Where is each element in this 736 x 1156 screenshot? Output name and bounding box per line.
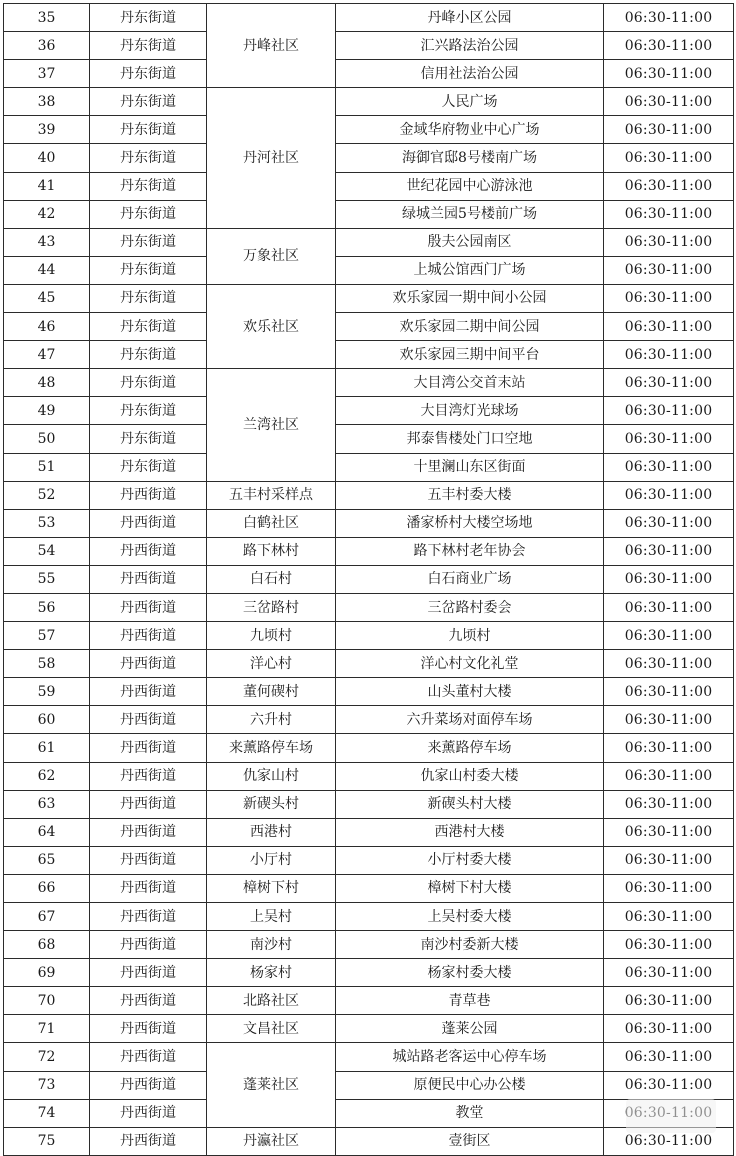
site-cell: 欢乐家园三期中间平台: [336, 341, 604, 369]
table-row: [4, 341, 734, 369]
table-row: [4, 593, 734, 621]
street-cell: 丹西街道: [90, 650, 207, 678]
time-cell: 06:30-11:00: [604, 846, 734, 874]
community-cell: 丹瀛社区: [207, 1127, 336, 1155]
community-cell: 丹峰社区: [207, 4, 336, 88]
row-number-cell: 68: [4, 931, 90, 959]
community-cell: 白石村: [207, 565, 336, 593]
community-cell: 上吴村: [207, 903, 336, 931]
street-cell: 丹西街道: [90, 593, 207, 621]
time-cell: 06:30-11:00: [604, 706, 734, 734]
time-cell: 06:30-11:00: [604, 931, 734, 959]
street-cell: 丹东街道: [90, 172, 207, 200]
time-cell: 06:30-11:00: [604, 4, 734, 32]
time-cell: 06:30-11:00: [604, 200, 734, 228]
time-cell: 06:30-11:00: [604, 734, 734, 762]
community-cell: 来薰路停车场: [207, 734, 336, 762]
community-cell: 蓬莱社区: [207, 1043, 336, 1127]
site-cell: 洋心村文化礼堂: [336, 650, 604, 678]
table-row: [4, 453, 734, 481]
site-cell: 欢乐家园二期中间公园: [336, 313, 604, 341]
street-cell: 丹西街道: [90, 762, 207, 790]
site-cell: 海御官邸8号楼南广场: [336, 144, 604, 172]
row-number-cell: 40: [4, 144, 90, 172]
time-cell: 06:30-11:00: [604, 32, 734, 60]
community-cell: 三岔路村: [207, 593, 336, 621]
table-row: [4, 4, 734, 32]
community-cell: 路下林村: [207, 537, 336, 565]
street-cell: 丹东街道: [90, 313, 207, 341]
row-number-cell: 69: [4, 959, 90, 987]
table-row: [4, 509, 734, 537]
time-cell: 06:30-11:00: [604, 537, 734, 565]
street-cell: 丹东街道: [90, 284, 207, 312]
site-cell: 原便民中心办公楼: [336, 1071, 604, 1099]
site-cell: 信用社法治公园: [336, 60, 604, 88]
street-cell: 丹西街道: [90, 706, 207, 734]
row-number-cell: 66: [4, 874, 90, 902]
site-cell: 仇家山村委大楼: [336, 762, 604, 790]
row-number-cell: 59: [4, 678, 90, 706]
street-cell: 丹西街道: [90, 1015, 207, 1043]
time-cell: 06:30-11:00: [604, 1071, 734, 1099]
street-cell: 丹西街道: [90, 846, 207, 874]
row-number-cell: 65: [4, 846, 90, 874]
row-number-cell: 50: [4, 425, 90, 453]
community-cell: 小厅村: [207, 846, 336, 874]
table-row: [4, 200, 734, 228]
time-cell: 06:30-11:00: [604, 959, 734, 987]
time-cell: 06:30-11:00: [604, 341, 734, 369]
street-cell: 丹东街道: [90, 60, 207, 88]
table-body: [4, 4, 734, 1156]
street-cell: 丹西街道: [90, 481, 207, 509]
table-row: [4, 256, 734, 284]
street-cell: 丹东街道: [90, 256, 207, 284]
site-cell: 绿城兰园5号楼前广场: [336, 200, 604, 228]
table-row: [4, 172, 734, 200]
community-cell: 南沙村: [207, 931, 336, 959]
row-number-cell: 74: [4, 1099, 90, 1127]
table-row: [4, 903, 734, 931]
row-number-cell: 56: [4, 593, 90, 621]
row-number-cell: 41: [4, 172, 90, 200]
time-cell: 06:30-11:00: [604, 903, 734, 931]
site-cell: 三岔路村委会: [336, 593, 604, 621]
table-row: [4, 734, 734, 762]
table-row: [4, 622, 734, 650]
row-number-cell: 62: [4, 762, 90, 790]
row-number-cell: 75: [4, 1127, 90, 1155]
row-number-cell: 70: [4, 987, 90, 1015]
testing-site-table: [3, 3, 734, 1156]
street-cell: 丹东街道: [90, 32, 207, 60]
street-cell: 丹西街道: [90, 1099, 207, 1127]
community-cell: 洋心村: [207, 650, 336, 678]
time-cell: 06:30-11:00: [604, 790, 734, 818]
table-row: [4, 369, 734, 397]
row-number-cell: 45: [4, 284, 90, 312]
time-cell: 06:30-11:00: [604, 397, 734, 425]
street-cell: 丹西街道: [90, 622, 207, 650]
site-cell: 南沙村委新大楼: [336, 931, 604, 959]
table-row: [4, 931, 734, 959]
row-number-cell: 54: [4, 537, 90, 565]
table-row: [4, 397, 734, 425]
street-cell: 丹东街道: [90, 144, 207, 172]
row-number-cell: 73: [4, 1071, 90, 1099]
site-cell: 汇兴路法治公园: [336, 32, 604, 60]
site-cell: 西港村大楼: [336, 818, 604, 846]
row-number-cell: 43: [4, 228, 90, 256]
row-number-cell: 36: [4, 32, 90, 60]
table-row: [4, 1071, 734, 1099]
row-number-cell: 72: [4, 1043, 90, 1071]
community-cell: 文昌社区: [207, 1015, 336, 1043]
table-row: [4, 959, 734, 987]
street-cell: 丹西街道: [90, 959, 207, 987]
street-cell: 丹西街道: [90, 1043, 207, 1071]
site-cell: 路下林村老年协会: [336, 537, 604, 565]
table-row: [4, 144, 734, 172]
time-cell: 06:30-11:00: [604, 1043, 734, 1071]
time-cell: 06:30-11:00: [604, 1127, 734, 1155]
street-cell: 丹东街道: [90, 397, 207, 425]
row-number-cell: 71: [4, 1015, 90, 1043]
table-row: [4, 706, 734, 734]
time-cell: 06:30-11:00: [604, 762, 734, 790]
street-cell: 丹西街道: [90, 537, 207, 565]
site-cell: 邦泰售楼处门口空地: [336, 425, 604, 453]
site-cell: 城站路老客运中心停车场: [336, 1043, 604, 1071]
community-cell: 六升村: [207, 706, 336, 734]
community-cell: 杨家村: [207, 959, 336, 987]
site-cell: 殷夫公园南区: [336, 228, 604, 256]
site-cell: 杨家村委大楼: [336, 959, 604, 987]
site-cell: 五丰村委大楼: [336, 481, 604, 509]
time-cell: 06:30-11:00: [604, 453, 734, 481]
site-cell: 来薰路停车场: [336, 734, 604, 762]
table-row: [4, 1099, 734, 1127]
row-number-cell: 67: [4, 903, 90, 931]
community-cell: 白鹤社区: [207, 509, 336, 537]
community-cell: 五丰村采样点: [207, 481, 336, 509]
row-number-cell: 61: [4, 734, 90, 762]
street-cell: 丹东街道: [90, 228, 207, 256]
time-cell: 06:30-11:00: [604, 228, 734, 256]
row-number-cell: 37: [4, 60, 90, 88]
site-cell: 大目湾公交首末站: [336, 369, 604, 397]
table-row: [4, 228, 734, 256]
time-cell: 06:30-11:00: [604, 313, 734, 341]
time-cell: 06:30-11:00: [604, 593, 734, 621]
site-cell: 九顷村: [336, 622, 604, 650]
table-row: [4, 425, 734, 453]
time-cell: 06:30-11:00: [604, 144, 734, 172]
time-cell: 06:30-11:00: [604, 425, 734, 453]
site-cell: 樟树下村大楼: [336, 874, 604, 902]
row-number-cell: 55: [4, 565, 90, 593]
time-cell: 06:30-11:00: [604, 650, 734, 678]
time-cell: 06:30-11:00: [604, 1015, 734, 1043]
row-number-cell: 64: [4, 818, 90, 846]
street-cell: 丹东街道: [90, 116, 207, 144]
time-cell: 06:30-11:00: [604, 622, 734, 650]
time-cell: 06:30-11:00: [604, 172, 734, 200]
community-cell: 新碶头村: [207, 790, 336, 818]
site-cell: 上城公馆西门广场: [336, 256, 604, 284]
table-row: [4, 537, 734, 565]
table-row: [4, 1015, 734, 1043]
street-cell: 丹东街道: [90, 369, 207, 397]
street-cell: 丹东街道: [90, 341, 207, 369]
street-cell: 丹西街道: [90, 565, 207, 593]
table-row: [4, 874, 734, 902]
row-number-cell: 60: [4, 706, 90, 734]
row-number-cell: 63: [4, 790, 90, 818]
site-cell: 小厅村委大楼: [336, 846, 604, 874]
street-cell: 丹西街道: [90, 734, 207, 762]
site-cell: 蓬莱公园: [336, 1015, 604, 1043]
time-cell: 06:30-11:00: [604, 284, 734, 312]
row-number-cell: 44: [4, 256, 90, 284]
row-number-cell: 52: [4, 481, 90, 509]
site-cell: 壹街区: [336, 1127, 604, 1155]
time-cell: 06:30-11:00: [604, 509, 734, 537]
row-number-cell: 58: [4, 650, 90, 678]
row-number-cell: 42: [4, 200, 90, 228]
site-cell: 金域华府物业中心广场: [336, 116, 604, 144]
site-cell: 山头董村大楼: [336, 678, 604, 706]
site-cell: 欢乐家园一期中间小公园: [336, 284, 604, 312]
table-row: [4, 1127, 734, 1155]
street-cell: 丹东街道: [90, 88, 207, 116]
community-cell: 九顷村: [207, 622, 336, 650]
table-row: [4, 60, 734, 88]
site-cell: 丹峰小区公园: [336, 4, 604, 32]
table-row: [4, 846, 734, 874]
table-row: [4, 762, 734, 790]
row-number-cell: 38: [4, 88, 90, 116]
table-row: [4, 284, 734, 312]
time-cell: 06:30-11:00: [604, 256, 734, 284]
row-number-cell: 39: [4, 116, 90, 144]
row-number-cell: 57: [4, 622, 90, 650]
community-cell: 樟树下村: [207, 874, 336, 902]
site-cell: 世纪花园中心游泳池: [336, 172, 604, 200]
time-cell: 06:30-11:00: [604, 481, 734, 509]
street-cell: 丹西街道: [90, 987, 207, 1015]
time-cell: 06:30-11:00: [604, 678, 734, 706]
time-cell: 06:30-11:00: [604, 874, 734, 902]
time-cell: 06:30-11:00: [604, 818, 734, 846]
street-cell: 丹西街道: [90, 874, 207, 902]
watermark: [626, 1099, 716, 1133]
street-cell: 丹东街道: [90, 453, 207, 481]
street-cell: 丹西街道: [90, 1071, 207, 1099]
site-cell: 青草巷: [336, 987, 604, 1015]
table-row: [4, 565, 734, 593]
row-number-cell: 48: [4, 369, 90, 397]
table-row: [4, 88, 734, 116]
time-cell: 06:30-11:00: [604, 116, 734, 144]
row-number-cell: 51: [4, 453, 90, 481]
row-number-cell: 47: [4, 341, 90, 369]
street-cell: 丹西街道: [90, 903, 207, 931]
row-number-cell: 46: [4, 313, 90, 341]
street-cell: 丹西街道: [90, 678, 207, 706]
row-number-cell: 35: [4, 4, 90, 32]
community-cell: 万象社区: [207, 228, 336, 284]
row-number-cell: 49: [4, 397, 90, 425]
time-cell: 06:30-11:00: [604, 369, 734, 397]
street-cell: 丹东街道: [90, 425, 207, 453]
time-cell: 06:30-11:00: [604, 987, 734, 1015]
site-cell: 上吴村委大楼: [336, 903, 604, 931]
table-row: [4, 818, 734, 846]
street-cell: 丹西街道: [90, 790, 207, 818]
street-cell: 丹西街道: [90, 818, 207, 846]
table-row: [4, 32, 734, 60]
community-cell: 西港村: [207, 818, 336, 846]
community-cell: 北路社区: [207, 987, 336, 1015]
row-number-cell: 53: [4, 509, 90, 537]
community-cell: 兰湾社区: [207, 369, 336, 481]
table-row: [4, 678, 734, 706]
table-row: [4, 790, 734, 818]
table-row: [4, 1043, 734, 1071]
time-cell: 06:30-11:00: [604, 60, 734, 88]
street-cell: 丹西街道: [90, 509, 207, 537]
table-row: [4, 987, 734, 1015]
site-cell: 人民广场: [336, 88, 604, 116]
site-cell: 新碶头村大楼: [336, 790, 604, 818]
community-cell: 仇家山村: [207, 762, 336, 790]
street-cell: 丹西街道: [90, 1127, 207, 1155]
site-cell: 潘家桥村大楼空场地: [336, 509, 604, 537]
community-cell: 丹河社区: [207, 88, 336, 228]
table-row: [4, 313, 734, 341]
time-cell: 06:30-11:00: [604, 88, 734, 116]
street-cell: 丹东街道: [90, 200, 207, 228]
table-row: [4, 650, 734, 678]
site-cell: 六升菜场对面停车场: [336, 706, 604, 734]
time-cell: 06:30-11:00: [604, 565, 734, 593]
table-row: [4, 116, 734, 144]
street-cell: 丹东街道: [90, 4, 207, 32]
street-cell: 丹西街道: [90, 931, 207, 959]
site-cell: 十里澜山东区街面: [336, 453, 604, 481]
site-cell: 大目湾灯光球场: [336, 397, 604, 425]
site-cell: 教堂: [336, 1099, 604, 1127]
community-cell: 董何碶村: [207, 678, 336, 706]
community-cell: 欢乐社区: [207, 284, 336, 368]
site-cell: 白石商业广场: [336, 565, 604, 593]
table-row: [4, 481, 734, 509]
